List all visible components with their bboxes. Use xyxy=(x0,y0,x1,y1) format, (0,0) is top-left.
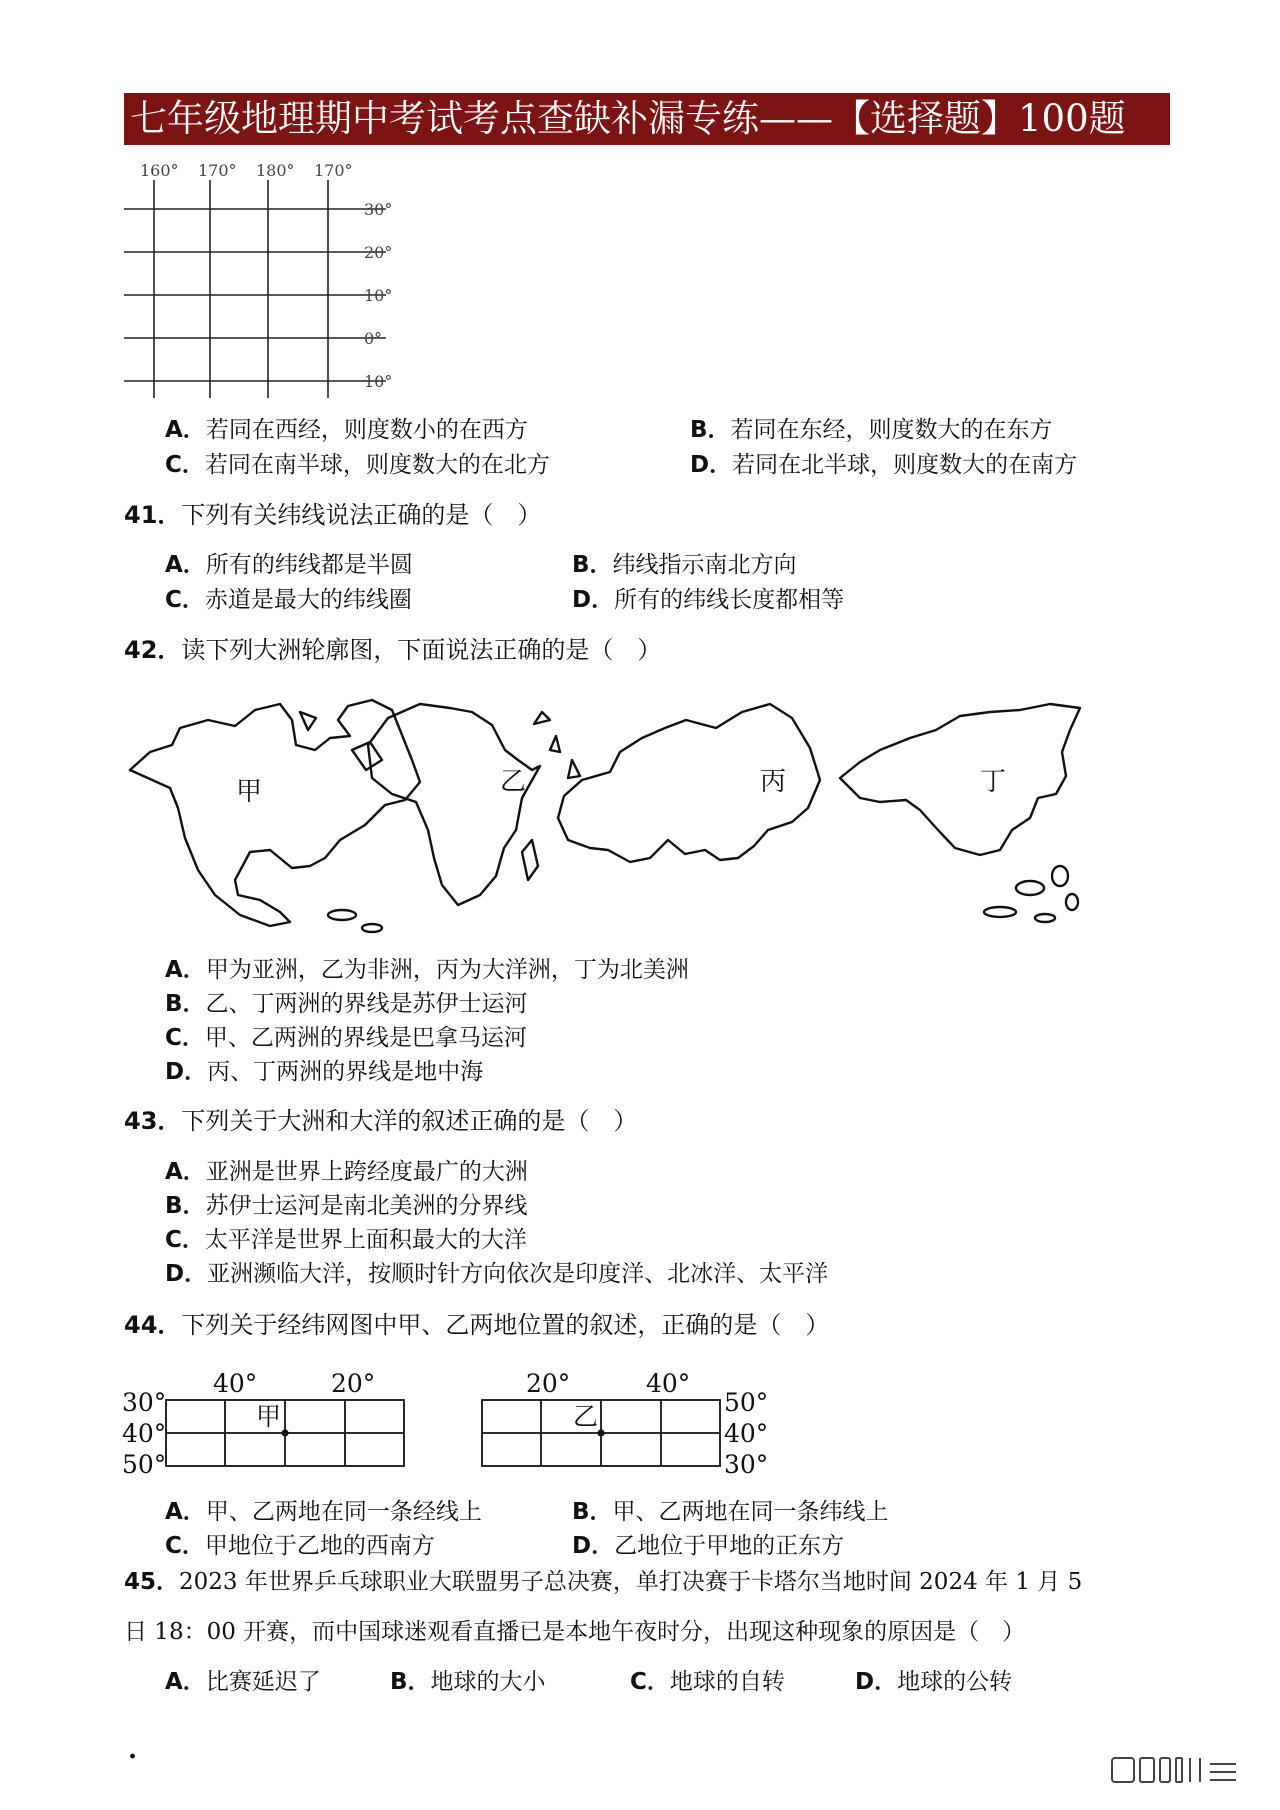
lat-long-grid-figure xyxy=(118,150,418,400)
lon-label: 40° xyxy=(646,1369,691,1398)
q45-option-b: B．地球的大小 xyxy=(390,1669,546,1695)
lat-label: 40° xyxy=(724,1419,769,1448)
q40-option-c: C．若同在南半球，则度数大的在北方 xyxy=(165,452,550,478)
continent-label-jia: 甲 xyxy=(236,777,263,807)
q44-option-b: B．甲、乙两地在同一条纬线上 xyxy=(572,1499,889,1525)
lon-label: 20° xyxy=(526,1369,571,1398)
q41-option-a: A．所有的纬线都是半圆 xyxy=(165,552,413,578)
q43-option-c: C．太平洋是世界上面积最大的大洋 xyxy=(165,1227,527,1253)
q42-option-b: B．乙、丁两洲的界线是苏伊士运河 xyxy=(165,991,528,1017)
lat-label: 30° xyxy=(122,1388,167,1417)
q41-option-b: B．纬线指示南北方向 xyxy=(572,552,797,578)
q44-right-grid xyxy=(470,1365,790,1480)
asia-outline xyxy=(840,704,1080,855)
q45-stem-line2: 日 18：00 开赛，而中国球迷观看直播已是本地午夜时分，出现这种现象的原因是（ ） xyxy=(124,1619,1026,1645)
lat-label: 10° xyxy=(364,372,393,391)
q44-stem: 44．下列关于经纬网图中甲、乙两地位置的叙述，正确的是（ ） xyxy=(124,1311,830,1339)
q43-option-a: A．亚洲是世界上跨经度最广的大洲 xyxy=(165,1159,528,1185)
lon-label: 160° xyxy=(140,161,179,180)
q44-left-grid xyxy=(118,1365,418,1480)
africa-outline xyxy=(368,704,540,905)
q42-option-c: C．甲、乙两洲的界线是巴拿马运河 xyxy=(165,1025,527,1051)
q40-option-b: B．若同在东经，则度数大的在东方 xyxy=(690,417,1053,443)
lon-label: 170° xyxy=(198,161,237,180)
lon-label: 180° xyxy=(256,161,295,180)
lon-label: 20° xyxy=(331,1369,376,1398)
q40-option-a: A．若同在西经，则度数小的在西方 xyxy=(165,417,528,443)
q42-option-a: A．甲为亚洲，乙为非洲，丙为大洋洲，丁为北美洲 xyxy=(165,957,689,983)
q43-option-d: D．亚洲濒临大洋，按顺时针方向依次是印度洋、北冰洋、太平洋 xyxy=(165,1261,829,1287)
point-label-jia: 甲 xyxy=(256,1402,282,1431)
lat-label: 50° xyxy=(122,1450,167,1479)
lat-label: 0° xyxy=(364,329,383,348)
q42-option-d: D．丙、丁两洲的界线是地中海 xyxy=(165,1059,484,1085)
lat-label: 50° xyxy=(724,1388,769,1417)
lat-label: 30° xyxy=(724,1450,769,1479)
lon-label: 170° xyxy=(314,161,353,180)
continent-label-yi: 乙 xyxy=(500,767,527,797)
q45-option-a: A．比赛延迟了 xyxy=(165,1669,321,1695)
lon-label: 40° xyxy=(213,1369,258,1398)
page-title: 七年级地理期中考试考点查缺补漏专练——【选择题】100题 xyxy=(124,93,1170,145)
q45-option-d: D．地球的公转 xyxy=(855,1669,1013,1695)
q43-option-b: B．苏伊士运河是南北美洲的分界线 xyxy=(165,1193,528,1219)
continent-label-bing: 丙 xyxy=(760,767,787,797)
q41-option-c: C．赤道是最大的纬线圈 xyxy=(165,587,412,613)
q42-stem: 42．读下列大洲轮廓图，下面说法正确的是（ ） xyxy=(124,636,662,664)
q45-option-c: C．地球的自转 xyxy=(630,1669,785,1695)
point-label-yi: 乙 xyxy=(573,1402,599,1431)
q43-stem: 43．下列关于大洲和大洋的叙述正确的是（ ） xyxy=(124,1107,638,1135)
lat-label: 20° xyxy=(364,243,393,262)
lat-label: 10° xyxy=(364,286,393,305)
footer-dot: · xyxy=(128,1742,138,1772)
q40-option-d: D．若同在北半球，则度数大的在南方 xyxy=(690,452,1078,478)
lat-label: 40° xyxy=(122,1419,167,1448)
continent-label-ding: 丁 xyxy=(980,767,1007,797)
q45-stem-line1: 45．2023 年世界乒乓球职业大联盟男子总决赛，单打决赛于卡塔尔当地时间 2024 年 1 月 5 xyxy=(124,1569,1083,1595)
lat-label: 30° xyxy=(364,200,393,219)
q41-option-d: D．所有的纬线长度都相等 xyxy=(572,587,845,613)
q41-stem: 41．下列有关纬线说法正确的是（ ） xyxy=(124,501,542,529)
gallery-view-icon[interactable] xyxy=(1110,1754,1240,1788)
q44-option-c: C．甲地位于乙地的西南方 xyxy=(165,1533,435,1559)
continent-outline-figure xyxy=(120,690,1120,940)
q44-option-a: A．甲、乙两地在同一条经线上 xyxy=(165,1499,482,1525)
q44-option-d: D．乙地位于甲地的正东方 xyxy=(572,1533,845,1559)
